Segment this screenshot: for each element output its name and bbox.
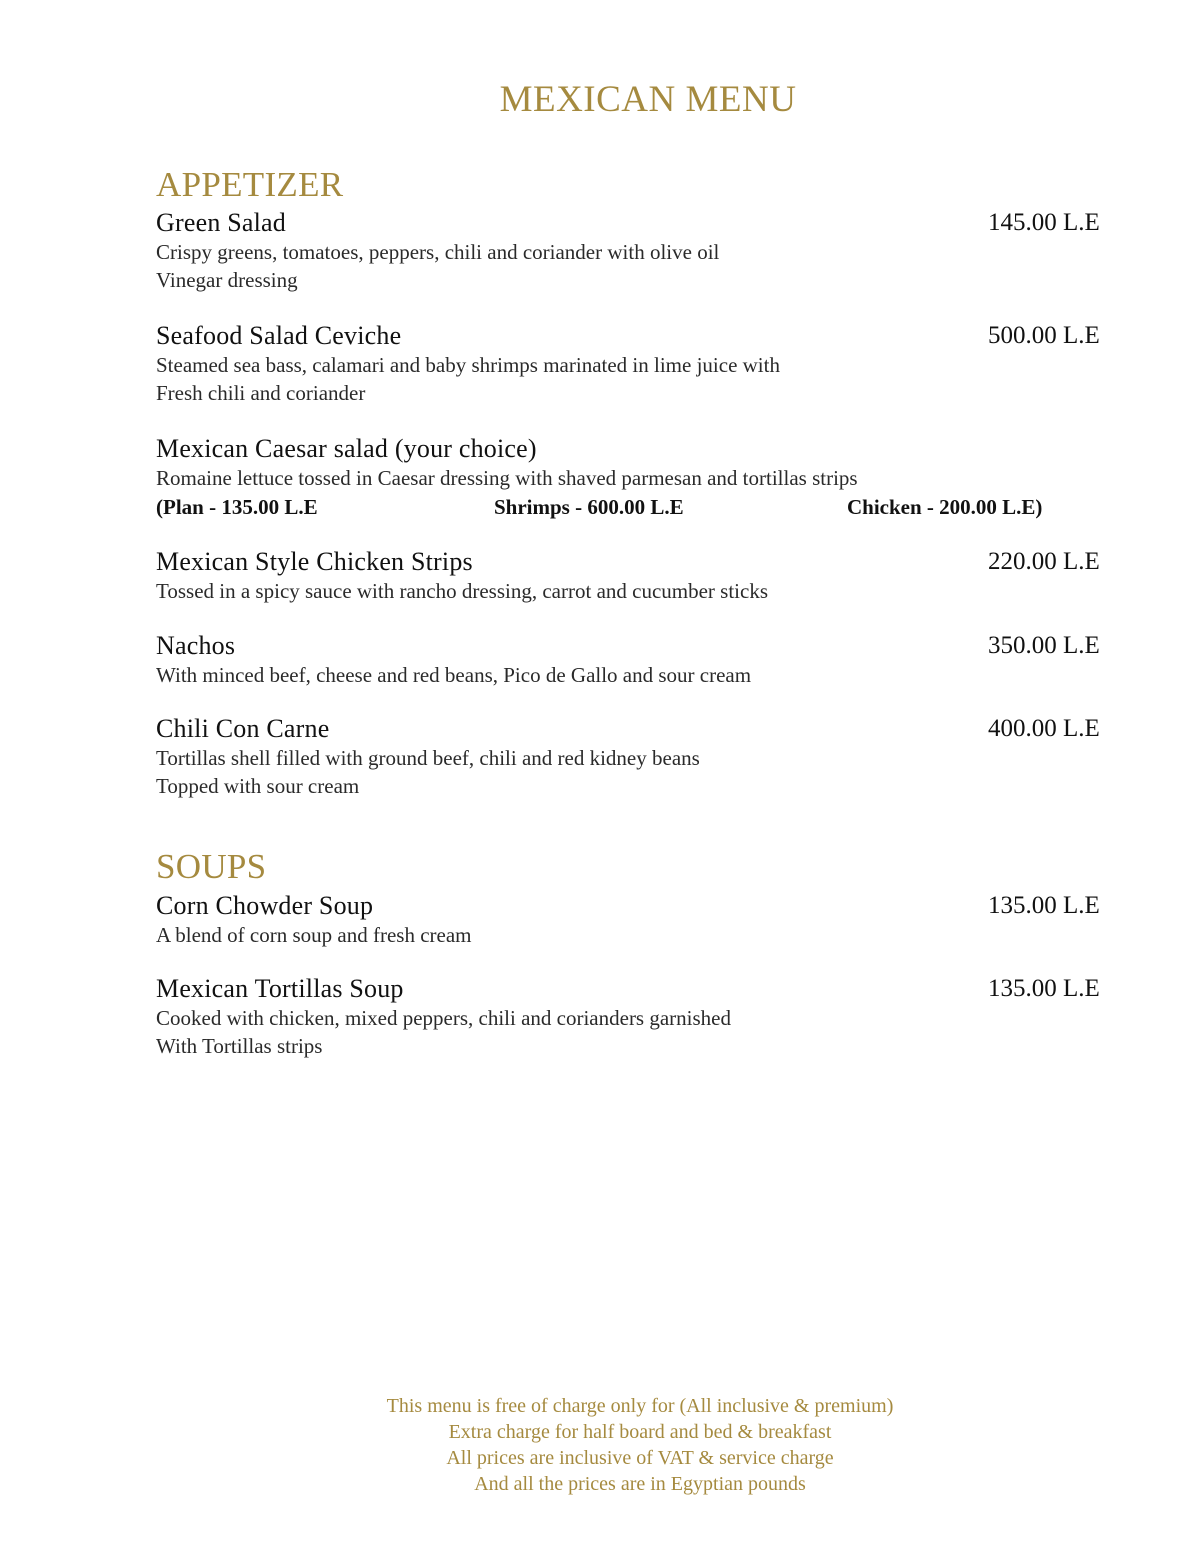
footer-line: All prices are inclusive of VAT & service charge <box>446 1447 834 1469</box>
menu-footer-notes <box>0 1393 1200 1497</box>
item-description-line: Steamed sea bass, calamari and baby shrimps marinated in lime juice with <box>156 353 780 377</box>
menu-item-nachos <box>156 631 1116 689</box>
item-price: 145.00 L.E <box>988 209 1100 236</box>
menu-item-mexican-caesar-salad <box>156 434 1116 522</box>
footer-line: This menu is free of charge only for (All inclusive & premium) <box>386 1395 894 1417</box>
item-name: Mexican Caesar salad (your choice) <box>156 434 537 463</box>
option-shrimps-price: Shrimps - 600.00 L.E <box>494 495 684 519</box>
item-description-line: Romaine lettuce tossed in Caesar dressing with shaved parmesan and tortillas strips <box>156 466 858 490</box>
item-name: Mexican Tortillas Soup <box>156 974 404 1003</box>
item-description-line: Cooked with chicken, mixed peppers, chili and corianders garnished <box>156 1006 731 1030</box>
item-name: Chili Con Carne <box>156 714 330 743</box>
item-price: 220.00 L.E <box>988 548 1100 575</box>
menu-item-mexican-tortillas-soup <box>156 974 1116 1060</box>
item-price: 500.00 L.E <box>988 322 1100 349</box>
item-description-line: A blend of corn soup and fresh cream <box>156 923 472 947</box>
item-description-line: Fresh chili and coriander <box>156 381 366 405</box>
item-name: Seafood Salad Ceviche <box>156 321 402 350</box>
item-price: 135.00 L.E <box>988 892 1100 919</box>
item-options-row <box>156 492 1116 522</box>
item-description-line: Tortillas shell filled with ground beef, chili and red kidney beans <box>156 746 700 770</box>
item-description-line: With Tortillas strips <box>156 1034 323 1058</box>
menu-item-mexican-style-chicken-strips <box>156 547 1116 605</box>
menu-item-chili-con-carne <box>156 714 1116 800</box>
item-name: Green Salad <box>156 208 286 237</box>
item-name: Mexican Style Chicken Strips <box>156 547 473 576</box>
menu-title: MEXICAN MENU <box>499 79 797 120</box>
item-price: 350.00 L.E <box>988 632 1100 659</box>
item-price: 135.00 L.E <box>988 975 1100 1002</box>
section-heading-appetizer: APPETIZER <box>156 165 344 204</box>
item-name: Corn Chowder Soup <box>156 891 374 920</box>
footer-line: And all the prices are in Egyptian pounds <box>474 1473 806 1495</box>
menu-item-seafood-salad-ceviche <box>156 321 1116 407</box>
item-name: Nachos <box>156 631 236 660</box>
footer-line: Extra charge for half board and bed & breakfast <box>448 1421 832 1443</box>
item-description-line: Topped with sour cream <box>156 774 360 798</box>
item-description-line: Tossed in a spicy sauce with rancho dressing, carrot and cucumber sticks <box>156 579 769 603</box>
option-chicken-price: Chicken - 200.00 L.E) <box>847 495 1043 519</box>
item-description-line: With minced beef, cheese and red beans, Pico de Gallo and sour cream <box>156 663 752 687</box>
menu-item-green-salad <box>156 208 1116 294</box>
item-description-line: Crispy greens, tomatoes, peppers, chili and coriander with olive oil <box>156 240 720 264</box>
section-heading-soups: SOUPS <box>156 847 267 886</box>
option-plan-price: (Plan - 135.00 L.E <box>156 495 318 519</box>
menu-item-corn-chowder-soup <box>156 891 1116 949</box>
item-price: 400.00 L.E <box>988 715 1100 742</box>
item-description-line: Vinegar dressing <box>156 268 298 292</box>
